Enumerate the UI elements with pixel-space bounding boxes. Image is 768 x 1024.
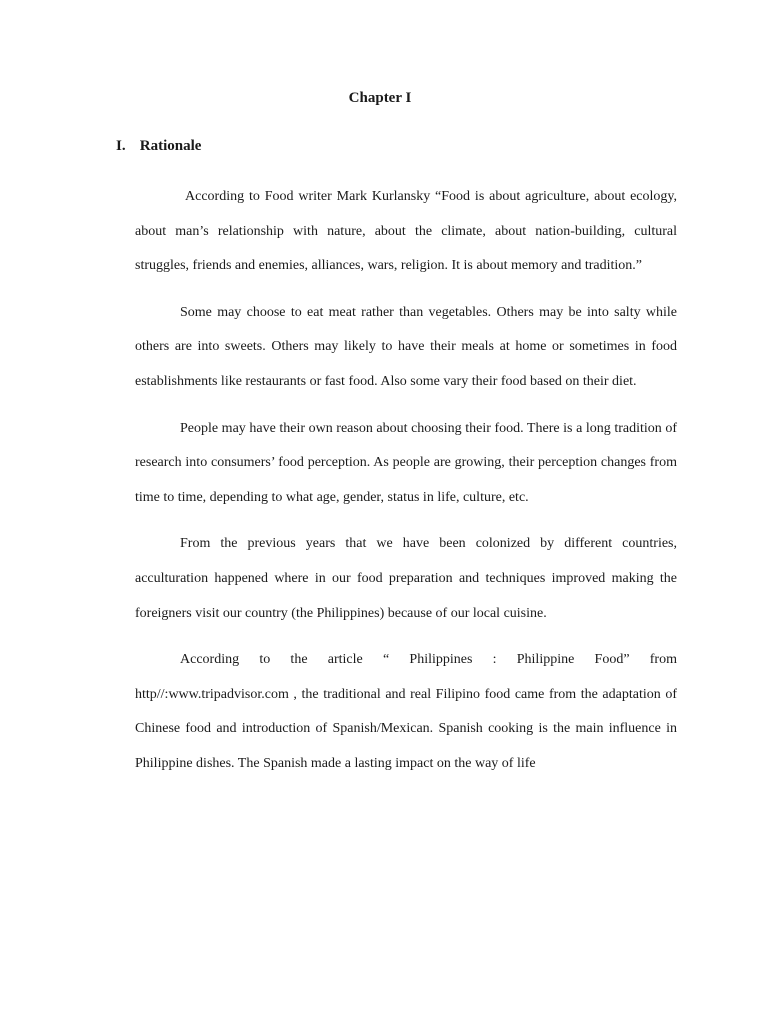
paragraph-text: According to the article “ Philippines : Philippine Food” from http//:www.tripadvisor.com , the traditional and real Filipino food came from the adaptation of Chinese food and introduction of Spanish/Mexican. Spanish cooking is the main influence in Philippine dishes. The Spanish made a lasting impact on the way of life — [135, 652, 677, 771]
paragraph-acculturation — [135, 527, 677, 631]
section-title: Rationale — [139, 138, 202, 154]
body-text — [135, 180, 677, 793]
paragraph-food-preferences — [135, 296, 677, 400]
paragraph-text: According to Food writer Mark Kurlansky “Food is about agriculture, about ecology, about man’s relationship with nature, about the climate, about nation-building, cultural struggles, friends and enemies, alliances, wars, religion. It is about memory and tradition.” — [135, 189, 677, 274]
paragraph-text: People may have their own reason about choosing their food. There is a long tradition of research into consumers’ food perception. As people are growing, their perception changes from time to time, depending to what age, gender, status in life, culture, etc. — [135, 420, 677, 505]
paragraph-text: From the previous years that we have been colonized by different countries, acculturation happened where in our food preparation and techniques improved making the foreigners visit our country (the Philippines) because of our local cuisine. — [135, 536, 677, 621]
paragraph-food-perception — [135, 412, 677, 516]
paragraph-text: Some may choose to eat meat rather than vegetables. Others may be into salty while others are into sweets. Others may likely to have their meals at home or sometimes in food establishments like restaurants or fast food. Also some vary their food based on their diet. — [135, 304, 677, 389]
section-number: I. — [116, 138, 126, 154]
paragraph-kurlansky-quote — [135, 180, 677, 284]
chapter-title: Chapter I — [348, 90, 412, 106]
section-heading — [116, 138, 201, 155]
paragraph-tripadvisor-article — [135, 643, 677, 781]
